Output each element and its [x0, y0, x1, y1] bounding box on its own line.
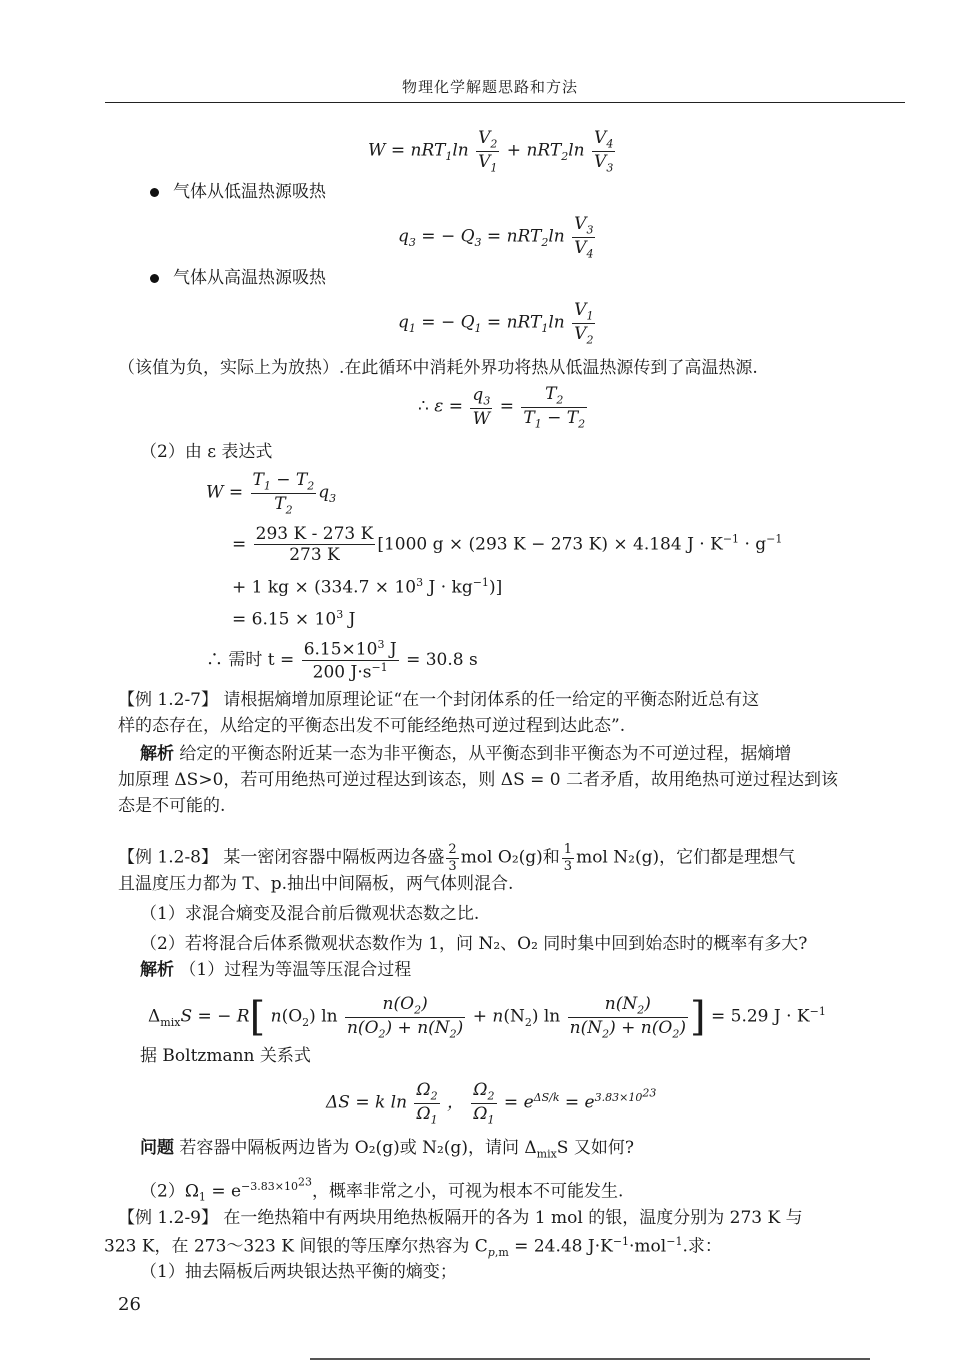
- example-1-2-8-line2: 且温度压力都为 T、p.抽出中间隔板，两气体则混合.: [118, 874, 514, 894]
- mix-result: = 5.29 J · K: [710, 1006, 810, 1027]
- bracket-tail: · g: [739, 534, 767, 555]
- time-result: = 30.8 s: [406, 650, 478, 671]
- denominator: 273 K: [289, 545, 340, 566]
- equation-q1: $q_1$ = − $Q_1 = nRT_1\ln$ $\frac{V_1}{V_2}$: [398, 300, 594, 346]
- example-1-2-9-line2: 323 K，在 273～323 K 间银的等压摩尔热容为 $C_{p,m} = 24.48$ $J\cdot K^{-1}\cdot mol^{-1}$.求：: [104, 1235, 722, 1260]
- time-num-unit: J: [384, 639, 397, 660]
- page-header: 物理化学解题思路和方法: [401, 78, 578, 96]
- solution-1-2-7-line2: 加原理 ΔS>0，若可用绝热可逆过程达到该态，则 ΔS = 0 二者矛盾，故用绝热可逆过程达到该: [118, 770, 838, 790]
- equation-epsilon: ∴ ε = $\frac{q_3}{W}$ = $\frac{T_2}{T_1 - T_2}$: [418, 384, 586, 430]
- problem-line: 问题 若容器中隔板两边皆为 O₂(g)或 N₂(g)，请问 $\Delta_{mix}S$ 又如何?: [140, 1138, 634, 1161]
- bullet-text: 气体从低温热源吸热: [173, 182, 326, 202]
- time-num: 6.15×10: [303, 639, 378, 660]
- header-rule: [105, 102, 905, 103]
- solution-text: 给定的平衡态附近某一态为非平衡态，从平衡态到非平衡态为不可逆过程，据熵增: [174, 744, 792, 764]
- example-1-2-7-line2: 样的态存在，从给定的平衡态出发不可能经绝热可逆过程到达此态”.: [118, 716, 626, 736]
- solution-1-2-7-line1: [140, 746, 791, 763]
- example-1-2-8-line1: 【例 1.2-8】 某一密闭容器中隔板两边各盛 $\frac{2}{3}$ mol O₂(g)和 $\frac{1}{3}$ mol N₂(g)，它们都是理想气: [118, 842, 796, 874]
- problem-end: S 又如何?: [556, 1138, 634, 1158]
- ex129-end: .求：: [682, 1236, 722, 1257]
- example-1-2-9-line1: 【例 1.2-9】 在一绝热箱中有两块用绝热板隔开的各为 1 mol 的银，温度分别为 273 K 与: [118, 1208, 803, 1228]
- equation-time: ∴ 需时 t = $\frac{6.15\times 10^3 J}{200 J\cdot s^{-1}}$ = 30.8 s: [206, 638, 478, 683]
- problem-tag: 问题: [140, 1138, 174, 1158]
- equation-work: W = nRT$_1$ln $\frac{V_2}{V_1}$ + nRT$_2$ln $\frac{V_4}{V_3}$: [368, 128, 614, 174]
- bullet-text: 气体从高温热源吸热: [173, 268, 326, 288]
- ex128-text2: mol O₂(g)和: [460, 847, 560, 868]
- question-2: （2）若将混合后体系微观状态数作为 1，问 N₂、O₂ 同时集中回到始态时的概率有多大?: [140, 934, 808, 954]
- bracket-text: [1000 g × (293 K − 273 K) × 4.184 J · K: [377, 534, 723, 555]
- equation-W-numeric: = $\frac{293 K - 273 K}{273 K}$ [1000 g × (293 K − 273 K) × 4.184 $J \cdot K^{-1} \cdot g^{-1}$: [232, 524, 783, 566]
- solution-tag: 解析: [140, 744, 174, 764]
- boltzmann-line: 据 Boltzmann 关系式: [140, 1046, 311, 1066]
- equation-mixing-entropy: $\Delta_{mix}S$ = − R[ $n(O_2)$ ln $\frac{n(O_2)}{n(O_2) + n(N_2)}$ + $n(N_2)$ ln $\frac{n(N_2)}{n(N_2) + n(O_2)}$ ] = 5.29 $J \cdot K^{-1}$: [148, 994, 826, 1041]
- solution-tag: 解析: [140, 960, 174, 980]
- example-1-2-7-line1: 【例 1.2-7】 请根据熵增加原理论证“在一个封闭体系的任一给定的平衡态附近总有这: [118, 690, 760, 710]
- part-2-label: （2）由 ε 表达式: [140, 442, 273, 462]
- plus-end: )]: [488, 577, 503, 598]
- p2-text: （2）Ω: [140, 1181, 199, 1202]
- ex128-text1: 【例 1.2-8】 某一密闭容器中隔板两边各盛: [118, 847, 445, 868]
- equation-result: = $6.15 \times 10^3$ J: [232, 608, 356, 630]
- plus-text: + 1 kg × (334.7 × 10: [232, 577, 417, 598]
- footer-rule: [310, 1358, 870, 1360]
- solution-1-2-7-line3: 态是不可能的.: [118, 796, 226, 816]
- bullet-high-temp: [150, 270, 326, 287]
- ex129-value: = 24.48 J·K: [514, 1236, 613, 1257]
- question-1-2-9-1: （1）抽去隔板后两块银达热平衡的熵变；: [140, 1262, 457, 1282]
- remark-line: （该值为负，实际上为放热）.在此循环中消耗外界功将热从低温热源传到了高温热源.: [118, 358, 758, 378]
- bullet-icon: [150, 188, 159, 197]
- mix-lhs: Δ: [148, 1006, 161, 1027]
- plus-tail: J · kg: [423, 577, 473, 598]
- equation-q3: $q_3$ = − $Q_3 = nRT_2\ln$ $\frac{V_3}{V_4}$: [398, 214, 594, 260]
- equation-W-def: W = $\frac{T_1 - T_2}{T_2}$ $q_3$: [206, 470, 337, 516]
- part-2-answer: $(2)\Omega_1 = e^{-3.83\times 10^{23}}$，概率非常之小，可视为根本不可能发生.: [140, 1175, 624, 1204]
- ex129-mol: ·mol: [629, 1236, 667, 1257]
- equation-plus-line: + 1 kg × ($334.7 \times 10^3$ $J \cdot kg^{-1}$)]: [232, 576, 503, 598]
- bullet-icon: [150, 274, 159, 283]
- result-text: = 6.15 × 10: [232, 609, 337, 630]
- time-prefix: ∴ 需时 t =: [206, 650, 295, 671]
- time-den: 200 J·s: [312, 662, 372, 683]
- p2-tail: ，概率非常之小，可视为根本不可能发生.: [311, 1181, 624, 1202]
- equation-boltzmann: ΔS = k ln $\frac{\Omega_2}{\Omega_1}$ ， $\frac{\Omega_2}{\Omega_1}$ = $e^{\Delta S/k} = e^{3.83\times 10^{23}}$: [326, 1080, 657, 1126]
- ex129-text: 323 K，在 273～323 K 间银的等压摩尔热容为 C: [104, 1236, 488, 1257]
- solution-text: （1）过程为等温等压混合过程: [174, 960, 412, 980]
- ex128-text3: mol N₂(g)，它们都是理想气: [576, 847, 796, 868]
- question-1: （1）求混合熵变及混合前后微观状态数之比.: [140, 904, 480, 924]
- page-number: 26: [118, 1294, 141, 1315]
- solution-1-2-8-line1: [140, 962, 411, 979]
- result-unit: J: [343, 609, 356, 630]
- numerator: 293 K - 273 K: [255, 524, 374, 544]
- problem-text: 若容器中隔板两边皆为 O₂(g)或 N₂(g)，请问 Δ: [174, 1138, 537, 1158]
- bullet-low-temp: [150, 184, 326, 201]
